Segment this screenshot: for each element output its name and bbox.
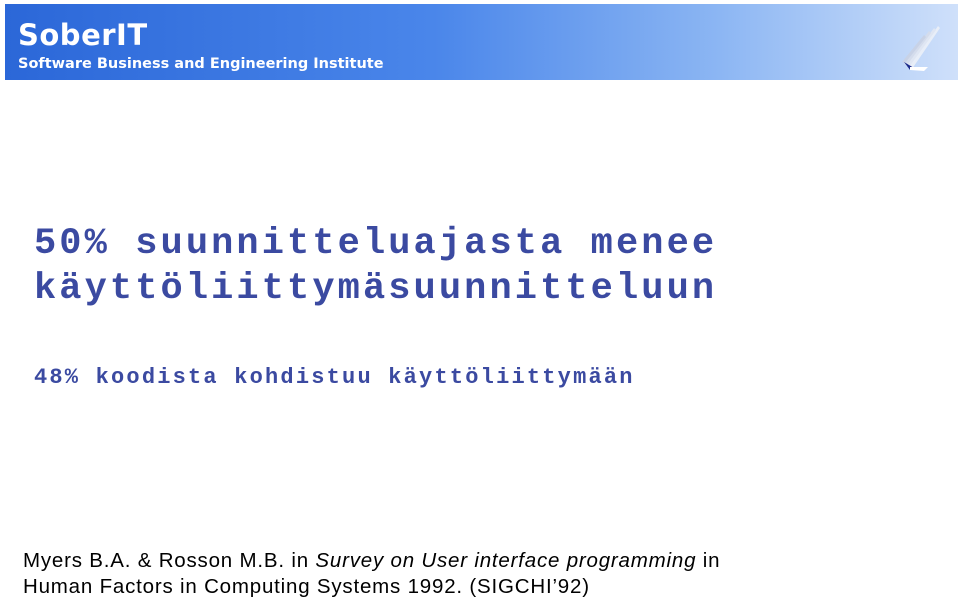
headline-line-1: 50% suunnitteluajasta menee xyxy=(34,223,718,265)
citation xyxy=(23,548,720,600)
citation-tail: in xyxy=(696,549,721,572)
brand-name: SoberIT xyxy=(18,18,148,52)
citation-line-1 xyxy=(23,548,720,574)
slide-headline xyxy=(34,222,717,312)
citation-title: Survey on User interface programming xyxy=(315,549,697,572)
citation-line-2: Human Factors in Computing Systems 1992. (SIGCHI’92) xyxy=(23,575,590,598)
citation-authors: Myers B.A. & Rosson M.B. in xyxy=(23,549,316,572)
headline-line-2: käyttöliittymäsuunnitteluun xyxy=(34,268,718,310)
header-banner xyxy=(5,4,958,80)
wing-logo-icon xyxy=(898,22,944,74)
brand-subtitle: Software Business and Engineering Institute xyxy=(18,56,384,72)
slide-subline: 48% koodista kohdistuu käyttöliittymään xyxy=(34,365,635,390)
